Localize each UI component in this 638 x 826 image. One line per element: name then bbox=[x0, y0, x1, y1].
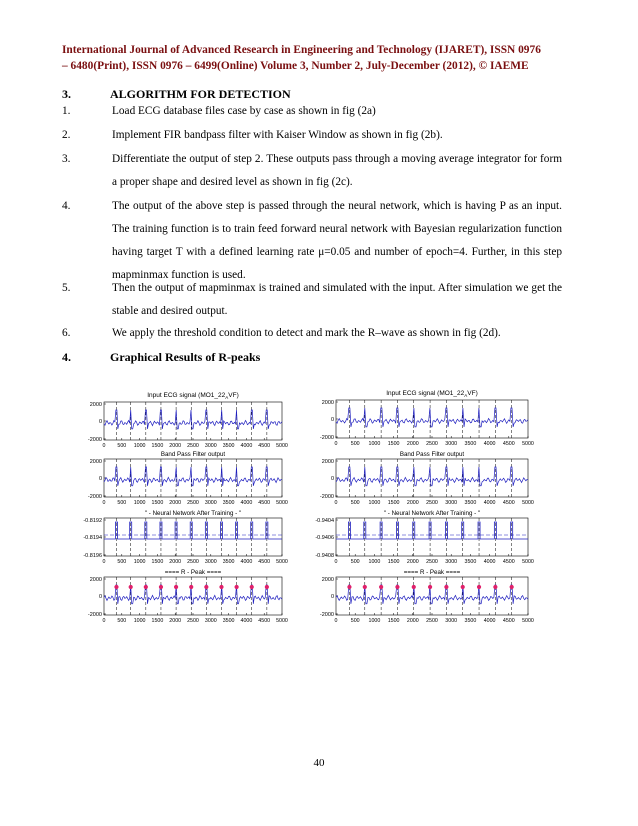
x-tick-label: 500 bbox=[350, 559, 360, 565]
x-tick-label: 1500 bbox=[151, 443, 164, 449]
x-tick-label: 500 bbox=[350, 500, 360, 506]
panel-title: Input ECG signal $(MO1\_22_AVF)$ bbox=[386, 390, 478, 398]
x-tick-label: 5000 bbox=[276, 618, 288, 624]
x-tick-label: 4000 bbox=[240, 500, 253, 506]
x-tick-label: 5000 bbox=[522, 618, 534, 624]
r-peak-marker bbox=[493, 585, 497, 589]
x-tick-label: 3000 bbox=[445, 500, 458, 506]
x-tick-label: 500 bbox=[350, 441, 360, 447]
r-peak-marker bbox=[379, 585, 383, 589]
x-tick-label: 3000 bbox=[445, 441, 458, 447]
r-peak-marker bbox=[250, 585, 254, 589]
x-tick-label: 5000 bbox=[276, 559, 288, 565]
y-tick-label: -2000 bbox=[87, 612, 102, 618]
panel-title: ==== R - Peak ==== bbox=[403, 569, 461, 576]
step-1 bbox=[62, 100, 562, 123]
step-text: Load ECG database files case by case as shown in fig (2a) bbox=[112, 105, 376, 117]
r-peak-marker bbox=[219, 585, 223, 589]
step-2 bbox=[62, 124, 562, 147]
y-tick-label: 0 bbox=[330, 476, 334, 482]
x-tick-label: 3000 bbox=[204, 618, 217, 624]
r-peak-marker bbox=[235, 585, 239, 589]
x-tick-label: 4000 bbox=[240, 618, 253, 624]
x-tick-label: 1000 bbox=[133, 559, 146, 565]
r-peak-marker bbox=[189, 585, 193, 589]
x-tick-label: 2500 bbox=[187, 618, 199, 624]
x-tick-label: 2500 bbox=[187, 500, 199, 506]
x-tick-label: 0 bbox=[334, 500, 338, 506]
x-tick-label: 500 bbox=[117, 500, 127, 506]
journal-header bbox=[62, 42, 582, 74]
header-line-2: – 6480(Print), ISSN 0976 – 6499(Online) Volume 3, Number 2, July-December (2012), © IAEME bbox=[62, 60, 529, 72]
r-peak-marker bbox=[159, 585, 163, 589]
x-tick-label: 4000 bbox=[483, 441, 496, 447]
x-tick-label: 3500 bbox=[222, 443, 235, 449]
x-tick-label: 1500 bbox=[387, 441, 400, 447]
x-tick-label: 2500 bbox=[426, 500, 438, 506]
step-text: Then the output of mapminmax is trained and simulated with the input. After simulation we get the stable and desired output. bbox=[112, 282, 562, 317]
r-peak-marker bbox=[114, 585, 118, 589]
step-text: We apply the threshold condition to detect and mark the R–wave as shown in fig (2d). bbox=[112, 327, 501, 339]
x-tick-label: 1500 bbox=[151, 559, 164, 565]
y-tick-label: 0 bbox=[98, 594, 102, 600]
r-peak-marker bbox=[174, 585, 178, 589]
x-tick-label: 4500 bbox=[258, 443, 271, 449]
x-tick-label: 2500 bbox=[187, 559, 199, 565]
x-tick-label: 0 bbox=[102, 443, 106, 449]
x-tick-label: 3500 bbox=[464, 618, 477, 624]
r-peak-marker bbox=[265, 585, 269, 589]
ecg-results-figure bbox=[62, 370, 582, 640]
x-tick-label: 1500 bbox=[387, 500, 400, 506]
y-tick-label: 2000 bbox=[89, 577, 102, 583]
x-tick-label: 5000 bbox=[522, 441, 534, 447]
x-tick-label: 5000 bbox=[276, 443, 288, 449]
x-tick-label: 5000 bbox=[522, 559, 534, 565]
r-peak-marker bbox=[395, 585, 399, 589]
x-tick-label: 1000 bbox=[368, 500, 381, 506]
x-tick-label: 2000 bbox=[406, 559, 419, 565]
r-peak-marker bbox=[204, 585, 208, 589]
x-tick-label: 2000 bbox=[169, 559, 182, 565]
x-tick-label: 4500 bbox=[502, 618, 515, 624]
y-tick-label: -0.9406 bbox=[315, 535, 334, 541]
x-tick-label: 3000 bbox=[445, 618, 458, 624]
x-tick-label: 4500 bbox=[502, 441, 515, 447]
step-text: The output of the above step is passed through the neural network, which is having P as an input. The training function is to train feed forward neural network with Bayesian regularization function having target T with a defined learning rate μ=0.05 and number of epoch=4. Further, in this step mapminmax function is used. bbox=[112, 200, 562, 281]
y-tick-label: -2000 bbox=[87, 437, 102, 443]
r-peak-marker bbox=[363, 585, 367, 589]
x-tick-label: 1000 bbox=[133, 500, 146, 506]
x-tick-label: 0 bbox=[102, 618, 106, 624]
x-tick-label: 2500 bbox=[187, 443, 199, 449]
x-tick-label: 5000 bbox=[522, 500, 534, 506]
r-peak-marker bbox=[347, 585, 351, 589]
y-tick-label: -2000 bbox=[319, 435, 334, 441]
x-tick-label: 500 bbox=[117, 559, 127, 565]
section-4-heading bbox=[62, 350, 260, 365]
r-peak-marker bbox=[129, 585, 133, 589]
y-tick-label: -0.8196 bbox=[83, 553, 102, 559]
x-tick-label: 3000 bbox=[204, 500, 217, 506]
r-peak-marker bbox=[461, 585, 465, 589]
x-tick-label: 2000 bbox=[169, 618, 182, 624]
x-tick-label: 2000 bbox=[406, 500, 419, 506]
y-tick-label: -2000 bbox=[319, 494, 334, 500]
y-tick-label: 0 bbox=[330, 594, 334, 600]
panel-title: Input ECG signal $(MO1\_22_AVF)$ bbox=[147, 392, 239, 400]
y-tick-label: 2000 bbox=[321, 400, 334, 406]
x-tick-label: 3500 bbox=[222, 618, 235, 624]
r-peak-marker bbox=[144, 585, 148, 589]
x-tick-label: 500 bbox=[117, 618, 127, 624]
step-number: 4. bbox=[62, 200, 71, 212]
panel-title: " - Neural Network After Training - " bbox=[383, 510, 481, 517]
section-3-title: ALGORITHM FOR DETECTION bbox=[110, 87, 291, 101]
r-peak-marker bbox=[477, 585, 481, 589]
section-4-number: 4. bbox=[62, 350, 71, 364]
x-tick-label: 500 bbox=[350, 618, 360, 624]
x-tick-label: 4000 bbox=[483, 559, 496, 565]
r-peak-marker bbox=[428, 585, 432, 589]
step-number: 2. bbox=[62, 129, 71, 141]
x-tick-label: 2000 bbox=[169, 500, 182, 506]
x-tick-label: 0 bbox=[334, 441, 338, 447]
x-tick-label: 1000 bbox=[368, 441, 381, 447]
x-tick-label: 5000 bbox=[276, 500, 288, 506]
x-tick-label: 3500 bbox=[222, 559, 235, 565]
x-tick-label: 4500 bbox=[258, 559, 271, 565]
x-tick-label: 0 bbox=[334, 618, 338, 624]
y-tick-label: 2000 bbox=[321, 577, 334, 583]
ecg-plots-svg bbox=[62, 370, 582, 640]
r-peak-marker bbox=[510, 585, 514, 589]
y-tick-label: 0 bbox=[330, 417, 334, 423]
panel-title: ==== R - Peak ==== bbox=[164, 569, 222, 576]
x-tick-label: 2500 bbox=[426, 441, 438, 447]
section-4-title: Graphical Results of R-peaks bbox=[110, 350, 261, 364]
step-5 bbox=[62, 277, 562, 323]
x-tick-label: 4000 bbox=[240, 559, 253, 565]
r-peak-marker bbox=[444, 585, 448, 589]
y-tick-label: -2000 bbox=[319, 612, 334, 618]
y-tick-label: 0 bbox=[98, 476, 102, 482]
x-tick-label: 4500 bbox=[258, 500, 271, 506]
step-number: 5. bbox=[62, 282, 71, 294]
x-tick-label: 4000 bbox=[483, 618, 496, 624]
x-tick-label: 1000 bbox=[133, 618, 146, 624]
step-6 bbox=[62, 322, 562, 345]
y-tick-label: 2000 bbox=[89, 459, 102, 465]
x-tick-label: 2500 bbox=[426, 618, 438, 624]
y-tick-label: 2000 bbox=[321, 459, 334, 465]
x-tick-label: 3500 bbox=[464, 441, 477, 447]
x-tick-label: 3000 bbox=[445, 559, 458, 565]
x-tick-label: 4500 bbox=[502, 559, 515, 565]
panel-title: Band Pass Filter output bbox=[160, 451, 226, 458]
x-tick-label: 1500 bbox=[151, 618, 164, 624]
x-tick-label: 2500 bbox=[426, 559, 438, 565]
step-number: 1. bbox=[62, 105, 71, 117]
y-tick-label: -0.9404 bbox=[315, 518, 334, 524]
x-tick-label: 3500 bbox=[464, 500, 477, 506]
header-line-1: International Journal of Advanced Research in Engineering and Technology (IJARET), ISSN 0976 bbox=[62, 44, 541, 56]
x-tick-label: 3000 bbox=[204, 443, 217, 449]
x-tick-label: 0 bbox=[334, 559, 338, 565]
x-tick-label: 1500 bbox=[151, 500, 164, 506]
step-number: 3. bbox=[62, 153, 71, 165]
section-3-number: 3. bbox=[62, 87, 71, 101]
x-tick-label: 0 bbox=[102, 559, 106, 565]
x-tick-label: 3500 bbox=[222, 500, 235, 506]
y-tick-label: 2000 bbox=[89, 402, 102, 408]
step-number: 6. bbox=[62, 327, 71, 339]
x-tick-label: 4500 bbox=[502, 500, 515, 506]
x-tick-label: 0 bbox=[102, 500, 106, 506]
step-4 bbox=[62, 195, 562, 287]
panel-title: Band Pass Filter output bbox=[399, 451, 465, 458]
step-text: Differentiate the output of step 2. These outputs pass through a moving average integrator for form a proper shape and desired level as shown in fig (2c). bbox=[112, 153, 562, 188]
x-tick-label: 1000 bbox=[368, 618, 381, 624]
panel-title: " - Neural Network After Training - " bbox=[144, 510, 242, 517]
x-tick-label: 1500 bbox=[387, 618, 400, 624]
x-tick-label: 4500 bbox=[258, 618, 271, 624]
x-tick-label: 3500 bbox=[464, 559, 477, 565]
y-tick-label: -2000 bbox=[87, 494, 102, 500]
x-tick-label: 1000 bbox=[368, 559, 381, 565]
page-number: 40 bbox=[313, 757, 325, 769]
x-tick-label: 4000 bbox=[240, 443, 253, 449]
x-tick-label: 4000 bbox=[483, 500, 496, 506]
x-tick-label: 1000 bbox=[133, 443, 146, 449]
step-3 bbox=[62, 148, 562, 194]
x-tick-label: 1500 bbox=[387, 559, 400, 565]
y-tick-label: -0.8194 bbox=[83, 535, 102, 541]
x-tick-label: 2000 bbox=[406, 441, 419, 447]
x-tick-label: 3000 bbox=[204, 559, 217, 565]
x-tick-label: 500 bbox=[117, 443, 127, 449]
r-peak-marker bbox=[412, 585, 416, 589]
y-tick-label: 0 bbox=[98, 419, 102, 425]
step-text: Implement FIR bandpass filter with Kaiser Window as shown in fig (2b). bbox=[112, 129, 443, 141]
x-tick-label: 2000 bbox=[406, 618, 419, 624]
y-tick-label: -0.9408 bbox=[315, 553, 334, 559]
y-tick-label: -0.8192 bbox=[83, 518, 102, 524]
x-tick-label: 2000 bbox=[169, 443, 182, 449]
